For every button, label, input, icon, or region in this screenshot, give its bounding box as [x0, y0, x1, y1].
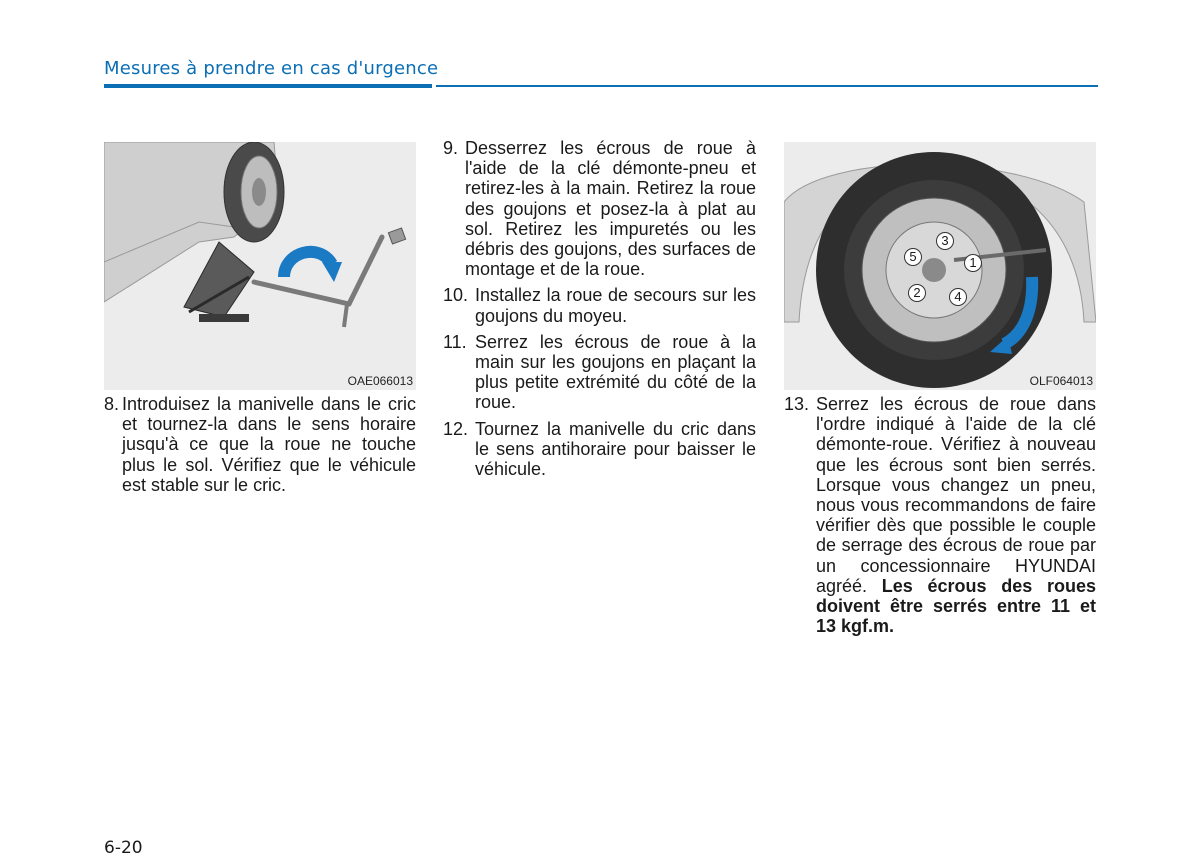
figure-code-right: OLF064013 — [1029, 374, 1093, 388]
step-number: 10. — [443, 285, 469, 306]
header-rule-thick — [104, 84, 432, 88]
jack-drawing — [104, 142, 416, 390]
nut-label-4: 4 — [949, 288, 967, 306]
step-text: Installez la roue de secours sur les goujons du moyeu. — [475, 285, 756, 326]
figure-code-left: OAE066013 — [347, 374, 413, 388]
step-number: 12. — [443, 418, 469, 439]
step-8 — [104, 394, 416, 495]
step-text: Introduisez la manivelle dans le cric et tournez-la dans le sens horaire jusqu'à ce que la roue ne touche plus le sol. Vérifiez que le véhicule est stable sur le cric. — [122, 394, 416, 495]
wheel-illustration — [784, 142, 1096, 390]
step-number: 11. — [443, 331, 467, 352]
step-text-regular: Serrez les écrous de roue dans l'ordre indiqué à l'aide de la clé démonte-roue. Vérifiez à nouveau que les écrous sont bien serrés. Lorsque vous changez un pneu, nous vous recommandons de faire vérifier dès que possible le couple de serrage des écrous de roue par un concessionnaire HYUNDAI agréé. — [816, 394, 1096, 596]
step-12 — [443, 419, 756, 480]
step-11 — [443, 332, 756, 413]
wheel-drawing — [784, 142, 1096, 390]
nut-label-1: 1 — [964, 254, 982, 272]
nut-label-2: 2 — [908, 284, 926, 302]
step-13 — [784, 394, 1096, 636]
column-left — [104, 394, 416, 501]
section-title: Mesures à prendre en cas d'urgence — [104, 58, 439, 79]
torque-warning: Les écrous des roues doivent être serrés entre 11 et 13 kgf.m. — [816, 575, 1096, 637]
step-9 — [443, 138, 756, 279]
nut-label-5: 5 — [904, 248, 922, 266]
column-middle — [443, 138, 756, 485]
column-right — [784, 394, 1096, 642]
step-text: Desserrez les écrous de roue à l'aide de la clé démonte-pneu et retirez-les à la main. Retirez la roue des goujons et posez-la à plat au sol. Retirez les impuretés ou les débris des goujons, des surfaces de montage et de la roue. — [465, 138, 756, 280]
step-number: 13. — [784, 394, 810, 414]
step-text — [816, 394, 1096, 636]
step-number: 9. — [443, 138, 459, 158]
jack-illustration — [104, 142, 416, 390]
header-rule-thin — [436, 85, 1098, 87]
step-text: Tournez la manivelle du cric dans le sens antihoraire pour baisser le véhicule. — [475, 418, 756, 480]
step-number: 8. — [104, 394, 120, 414]
step-10 — [443, 285, 756, 325]
nut-label-3: 3 — [936, 232, 954, 250]
page-number: 6-20 — [104, 838, 143, 858]
step-text: Serrez les écrous de roue à la main sur les goujons en plaçant la plus petite extrémité du côté de la roue. — [475, 331, 756, 413]
